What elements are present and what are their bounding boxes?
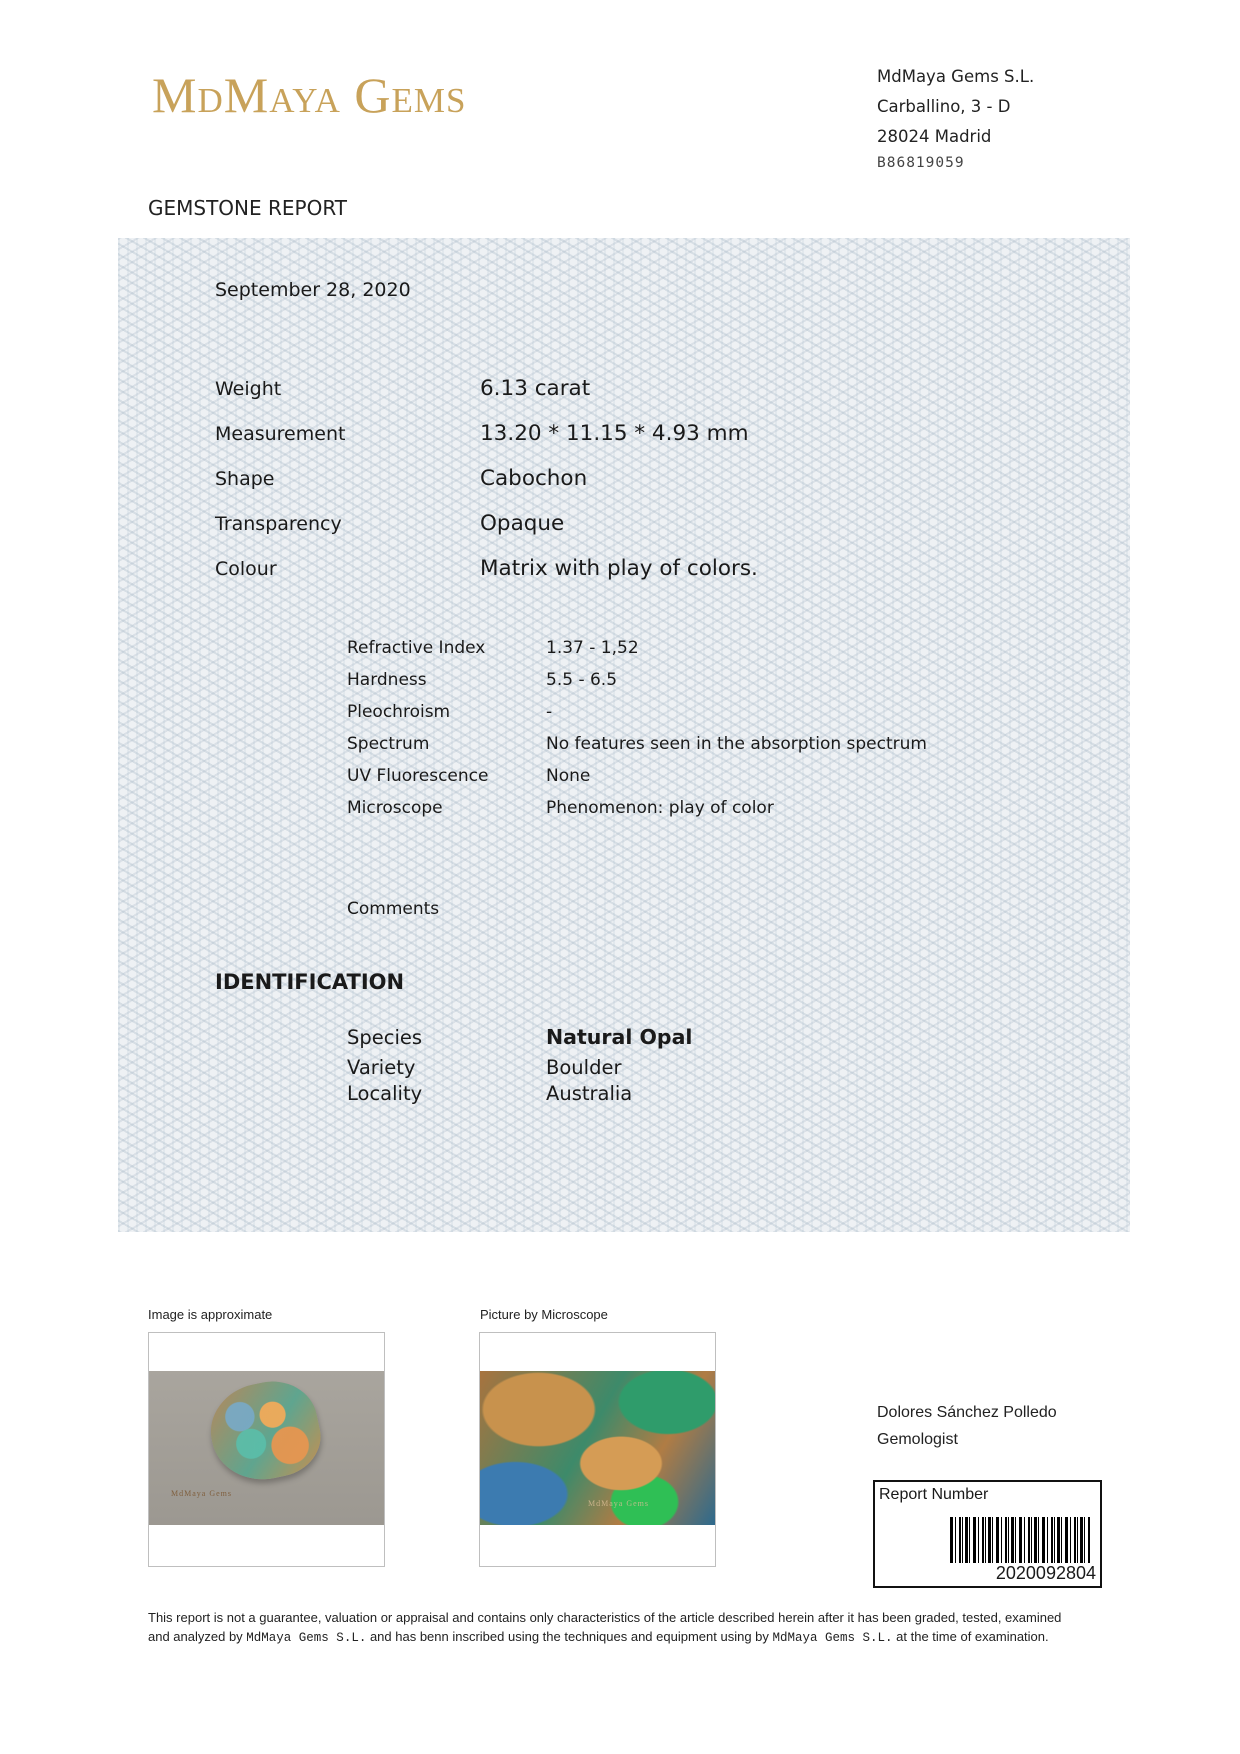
optical-value: 1.37 - 1,52 xyxy=(546,638,639,658)
property-label: Transparency xyxy=(215,513,342,535)
tax-id: B86819059 xyxy=(877,155,965,171)
disclaimer-company: MdMaya Gems S.L. xyxy=(246,1631,367,1645)
identification-value: Boulder xyxy=(546,1056,622,1079)
disclaimer-company: MdMaya Gems S.L. xyxy=(772,1631,893,1645)
property-value: Matrix with play of colors. xyxy=(480,556,758,581)
optical-label: Refractive Index xyxy=(347,638,486,658)
gemologist-signature-block xyxy=(877,1399,1057,1453)
property-label: Colour xyxy=(215,558,277,580)
optical-label: UV Fluorescence xyxy=(347,766,489,786)
identification-value: Natural Opal xyxy=(546,1025,693,1049)
opal-stone-image xyxy=(202,1373,328,1489)
company-name: MdMaya Gems S.L. xyxy=(877,67,1035,86)
disclaimer-part: and has benn inscribed using the techniques and equipment using by xyxy=(366,1629,773,1644)
microscope-photo-frame xyxy=(479,1332,716,1567)
optical-value: None xyxy=(546,766,591,786)
disclaimer-text xyxy=(148,1608,1068,1648)
address-line-2: 28024 Madrid xyxy=(877,127,992,146)
comments-label: Comments xyxy=(347,899,440,919)
microscope-photo xyxy=(480,1371,715,1525)
property-value: Cabochon xyxy=(480,466,588,491)
identification-label: Locality xyxy=(347,1082,423,1105)
report-number-box xyxy=(873,1480,1102,1588)
property-value: 13.20 * 11.15 * 4.93 mm xyxy=(480,421,749,446)
disclaimer-part: at the time of examination. xyxy=(892,1629,1049,1644)
property-value: 6.13 carat xyxy=(480,376,591,401)
identification-title: IDENTIFICATION xyxy=(215,970,405,994)
optical-label: Hardness xyxy=(347,670,427,690)
barcode-icon xyxy=(950,1517,1090,1563)
disclaimer-part: This report is not a guarantee, valuation or appraisal and contains only characteristics of the article described herein after it has been graded, tested, examined and analyzed by xyxy=(148,1610,1062,1644)
optical-value: No features seen in the absorption spectrum xyxy=(546,734,927,754)
gemologist-name: Dolores Sánchez Polledo xyxy=(877,1404,1057,1421)
identification-label: Species xyxy=(347,1026,423,1049)
optical-label: Pleochroism xyxy=(347,702,451,722)
report-number-value: 2020092804 xyxy=(995,1563,1096,1583)
address-line-1: Carballino, 3 - D xyxy=(877,97,1011,116)
image-caption-microscope: Picture by Microscope xyxy=(480,1307,608,1322)
optical-value: - xyxy=(546,702,553,722)
photo-watermark: MdMaya Gems xyxy=(588,1499,649,1508)
identification-value: Australia xyxy=(546,1082,633,1105)
property-label: Weight xyxy=(215,378,282,400)
company-address xyxy=(877,62,1034,174)
gem-photo-frame xyxy=(148,1332,385,1567)
image-caption-approximate: Image is approximate xyxy=(148,1307,273,1322)
gemologist-title: Gemologist xyxy=(877,1431,958,1448)
company-logo: MdMaya Gems xyxy=(152,67,467,123)
photo-watermark: MdMaya Gems xyxy=(171,1489,232,1498)
identification-label: Variety xyxy=(347,1056,416,1079)
optical-value: 5.5 - 6.5 xyxy=(546,670,618,690)
optical-label: Microscope xyxy=(347,798,443,818)
property-label: Measurement xyxy=(215,423,346,445)
report-title: GEMSTONE REPORT xyxy=(148,196,347,220)
property-label: Shape xyxy=(215,468,275,490)
optical-value: Phenomenon: play of color xyxy=(546,798,774,818)
gem-photo xyxy=(149,1371,384,1525)
report-number-label: Report Number xyxy=(879,1486,989,1503)
optical-label: Spectrum xyxy=(347,734,430,754)
property-value: Opaque xyxy=(480,511,565,536)
report-date: September 28, 2020 xyxy=(215,279,411,301)
